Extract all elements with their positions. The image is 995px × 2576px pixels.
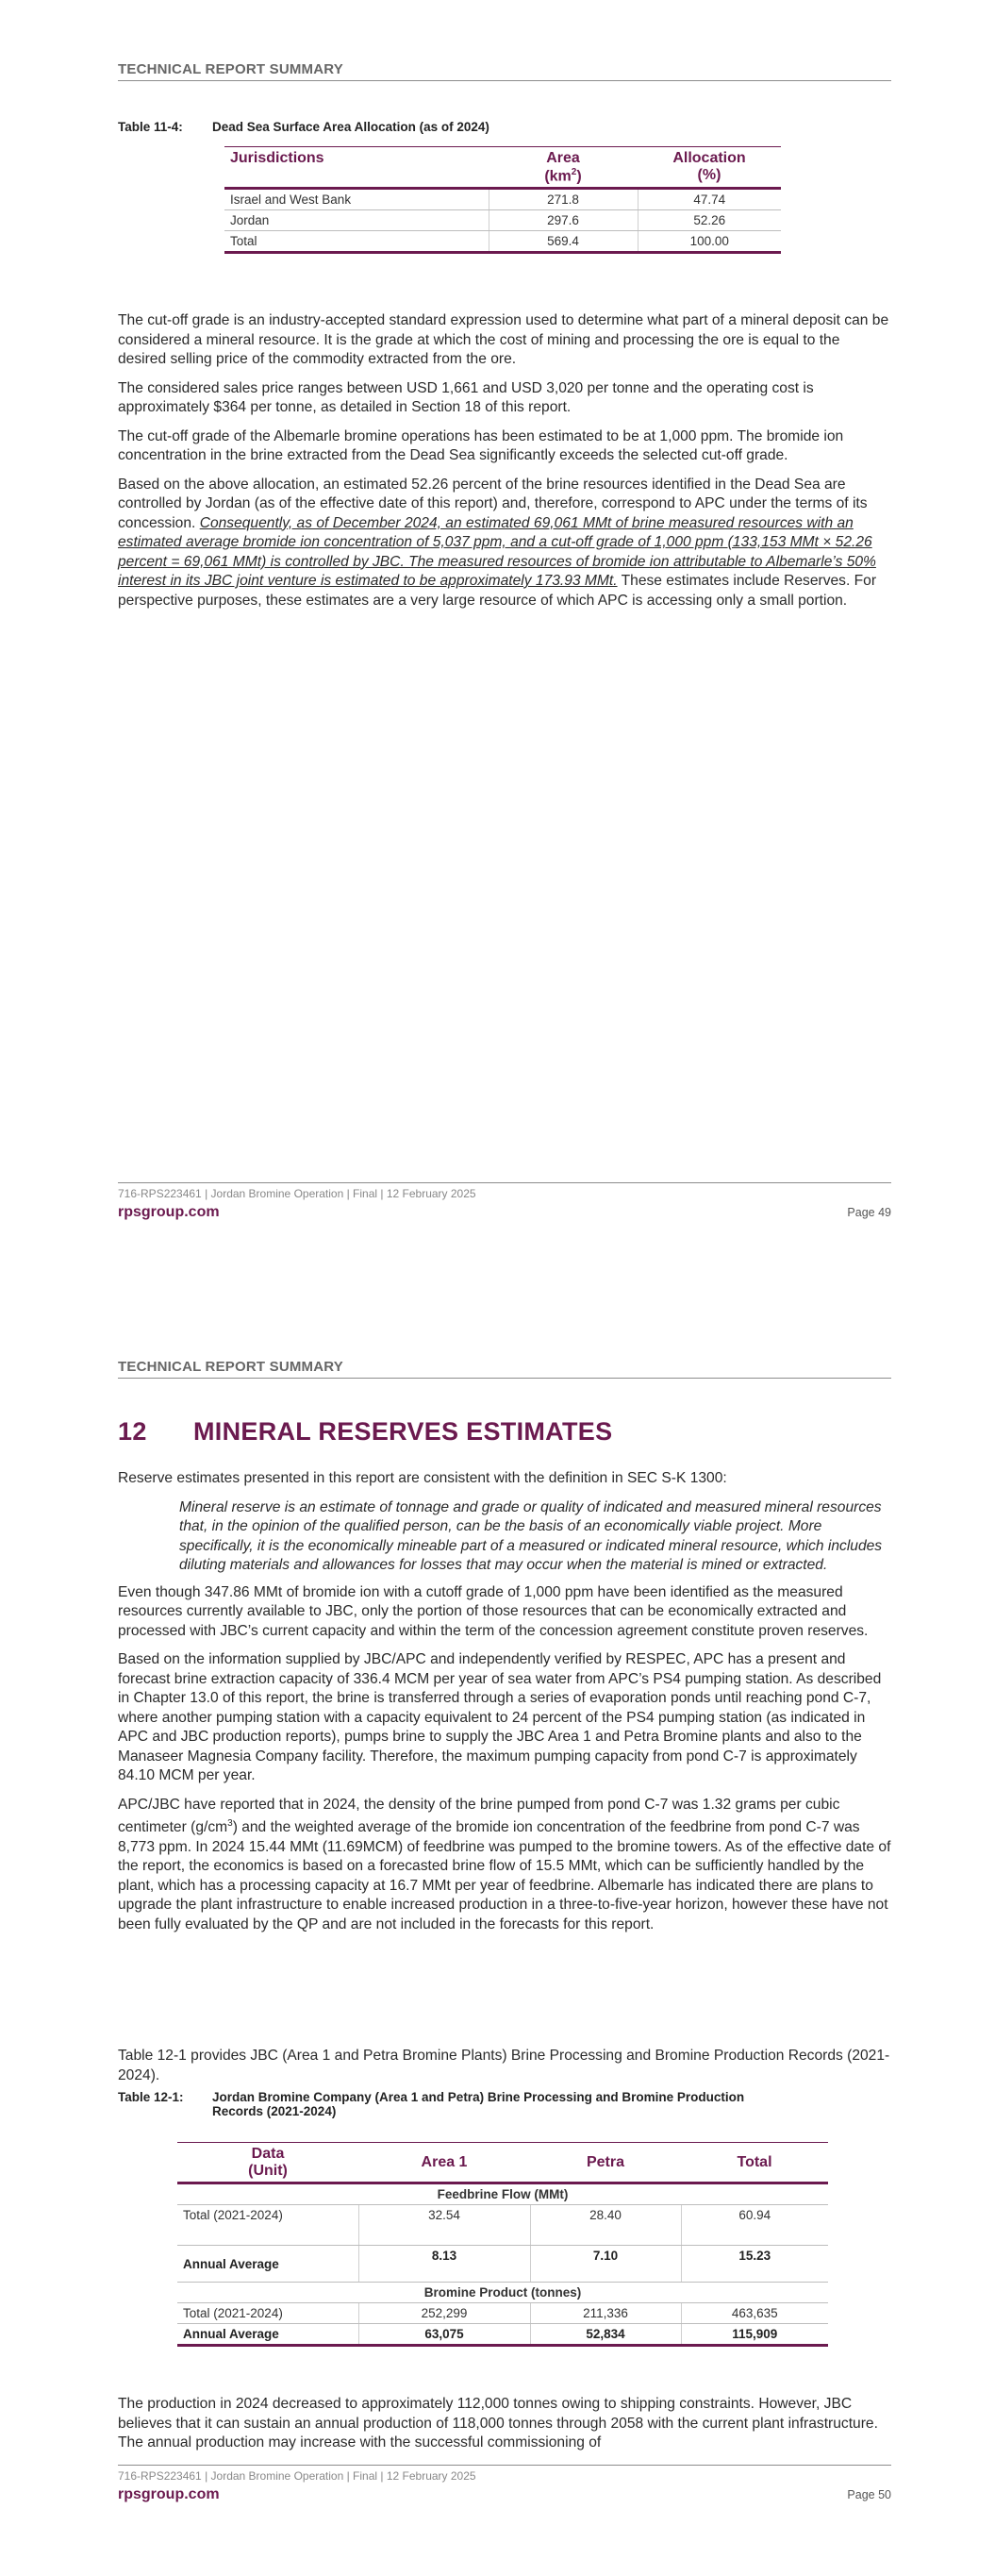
table-row: Total (2021-2024) 252,299 211,336 463,635 bbox=[177, 2303, 828, 2324]
emphasized-statement: Consequently, as of December 2024, an estimated 69,061 MMt of brine measured resources with an estimated average bromide ion concentration of 5,037 ppm, and a cut-off grade of 1,000 ppm (133,153 MMt × 52.26 percent = 69,061 MMt) is controlled by JBC. The measured resources of bromide ion attributable to Albemarle’s 50% interest in its JBC joint venture is estimated to be approximately 173.93 MMt. bbox=[118, 514, 876, 589]
paragraph: Based on the information supplied by JBC/APC and independently verified by RESPEC, APC has a present and forecast brine extraction capacity of 336.4 MCM per year of sea water from APC’s PS4 pumping station. As described in Chapter 13.0 of this report, the brine is transferred through a series of evaporation ponds until reaching pond C-7, where another pumping station with a capacity equivalent to 24 percent of the PS4 pumping station (as indicated in APC and JBC production reports), pumps brine to supply the JBC Area 1 and Petra Bromine plants and also to the Manaseer Magnesia Company facility. Therefore, the maximum pumping capacity from pond C-7 is approximately 84.10 MCM per year. bbox=[118, 1651, 882, 1783]
table-number: Table 11-4: bbox=[118, 120, 183, 134]
col-petra: Petra bbox=[530, 2143, 681, 2183]
table-row: Total (2021-2024) 32.54 28.40 60.94 bbox=[177, 2205, 828, 2246]
document-reference: 716-RPS223461 | Jordan Bromine Operation | Final | 12 February 2025 bbox=[118, 1187, 476, 1200]
page-50 bbox=[0, 1297, 995, 2576]
production-records-table bbox=[177, 2142, 828, 2347]
page-footer bbox=[118, 1182, 891, 1221]
page-footer bbox=[118, 2465, 891, 2503]
paragraph: The considered sales price ranges between USD 1,661 and USD 3,020 per tonne and the operating cost is approximately $364 per tonne, as detailed in Section 18 of this report. bbox=[118, 379, 814, 415]
paragraph: Even though 347.86 MMt of bromide ion with a cutoff grade of 1,000 ppm have been identified as the measured resources currently available to JBC, only the portion of those resources that can be economically extracted and processed with JBC’s current capacity and within the term of the concession agreement constitute proven reserves. bbox=[118, 1583, 869, 1639]
col-data-unit: Data (Unit) bbox=[177, 2143, 358, 2183]
body-text bbox=[118, 1469, 891, 1944]
body-text bbox=[118, 311, 891, 620]
running-header: TECHNICAL REPORT SUMMARY bbox=[118, 61, 891, 81]
table-title: Jordan Bromine Company (Area 1 and Petra) Brine Processing and Bromine Production bbox=[212, 2090, 745, 2104]
definition-quote: Mineral reserve is an estimate of tonnage and grade or quality of indicated and measured mineral resources that, in the opinion of the qualified person, can be the basis of an economically viable project. More specifically, it is the economically mineable part of a measured or indicated mineral resource, which includes diluting materials and allowances for losses that may occur when the material is mined or extracted. bbox=[179, 1498, 883, 1573]
col-jurisdictions: Jurisdictions bbox=[224, 147, 489, 189]
page-49 bbox=[0, 0, 995, 1236]
section-row: Feedbrine Flow (MMt) bbox=[177, 2183, 828, 2205]
table-row: Jordan 297.6 52.26 bbox=[224, 210, 781, 231]
table-row-total: Total 569.4 100.00 bbox=[224, 231, 781, 253]
running-header: TECHNICAL REPORT SUMMARY bbox=[118, 1359, 891, 1379]
paragraph: The production in 2024 decreased to approximately 112,000 tonnes owing to shipping constraints. However, JBC believes that it can sustain an annual production of 118,000 tonnes through 2058 with the current plant infrastructure. The annual production may increase with the successful commissioning of bbox=[118, 2396, 878, 2451]
table-row: Annual Average 63,075 52,834 115,909 bbox=[177, 2324, 828, 2346]
table-caption bbox=[118, 120, 489, 134]
company-link[interactable]: rpsgroup.com bbox=[118, 2486, 220, 2502]
section-title: MINERAL RESERVES ESTIMATES bbox=[193, 1417, 613, 1446]
section-heading bbox=[118, 1417, 612, 1447]
table-number: Table 12-1: bbox=[118, 2090, 184, 2104]
table-row: Israel and West Bank 271.8 47.74 bbox=[224, 189, 781, 210]
paragraph: The cut-off grade of the Albemarle bromine operations has been estimated to be at 1,000 ppm. The bromide ion concentration in the brine extracted from the Dead Sea significantly exceeds the selected cut-off grade. bbox=[118, 427, 844, 463]
document-reference: 716-RPS223461 | Jordan Bromine Operation | Final | 12 February 2025 bbox=[118, 2469, 476, 2483]
paragraph: Table 12-1 provides JBC (Area 1 and Petra Bromine Plants) Brine Processing and Bromine Production Records (2021-2024). bbox=[118, 2048, 890, 2083]
paragraph: The cut-off grade is an industry-accepted standard expression used to determine what part of a mineral deposit can be considered a mineral resource. It is the grade at which the cost of mining and processing the ore is equal to the desired selling price of the commodity extracted from the ore. bbox=[118, 312, 889, 367]
col-area: Area $(km^2)$ bbox=[489, 147, 638, 189]
col-allocation: Allocation (%) bbox=[638, 147, 781, 189]
table-caption: Table 12-1: Jordan Bromine Company (Area 1 and Petra) Brine Processing and Bromine Production Records (2021-2024) bbox=[118, 2090, 745, 2118]
company-link[interactable]: rpsgroup.com bbox=[118, 1204, 220, 1220]
body-text bbox=[118, 2395, 891, 2463]
table-row: Annual Average 8.13 7.10 15.23 bbox=[177, 2246, 828, 2283]
col-total: Total bbox=[681, 2143, 828, 2183]
surface-area-table bbox=[224, 146, 781, 254]
page-number: Page 49 bbox=[847, 1206, 891, 1219]
table-intro bbox=[118, 2047, 891, 2095]
section-row: Bromine Product (tonnes) bbox=[177, 2283, 828, 2303]
paragraph: Based on the above allocation, an estimated 52.26 percent of the brine resources identified in the Dead Sea are controlled by Jordan (as of the effective date of this report) and, therefore, correspond to APC under the terms of its concession. Consequently, as of December 2024, an estimated 69,061 MMt of brine measured resources with an estimated average bromide ion concentration of 5,037 ppm, and a cut-off grade of 1,000 ppm (133,153 MMt × 52.26 percent = 69,061 MMt) is controlled by JBC. The measured resources of bromide ion attributable to Albemarle’s 50% interest in its JBC joint venture is estimated to be approximately 173.93 MMt. These estimates include Reserves. For perspective purposes, these estimates are a very large resource of which APC is accessing only a small portion. bbox=[118, 476, 877, 609]
paragraph: Reserve estimates presented in this report are consistent with the definition in SEC S-K 1300: bbox=[118, 1470, 727, 1486]
page-number: Page 50 bbox=[847, 2488, 891, 2501]
section-number: 12 bbox=[118, 1417, 147, 1446]
table-title: Dead Sea Surface Area Allocation (as of 2024) bbox=[212, 120, 489, 134]
col-area-1: Area 1 bbox=[358, 2143, 530, 2183]
paragraph: APC/JBC have reported that in 2024, the density of the brine pumped from pond C-7 was 1.32 grams per cubic centimeter $(g/cm^3)$ and the weighted average of the bromide ion concentration of the feedbrine from pond C-7 was 8,773 ppm. In 2024 15.44 MMt (11.69MCM) of feedbrine was pumped to the bromine towers. As of the effective date of the report, the economics is based on a forecasted brine flow of 15.5 MMt, which can be sufficiently handled by the plant, which has a processing capacity at 16.7 MMt per year of feedbrine. Albemarle has indicated there are plans to upgrade the plant infrastructure to enable increased production in a three-to-five-year horizon, however these have not been fully evaluated by the QP and are not included in the forecasts for this report. bbox=[118, 1796, 891, 1932]
